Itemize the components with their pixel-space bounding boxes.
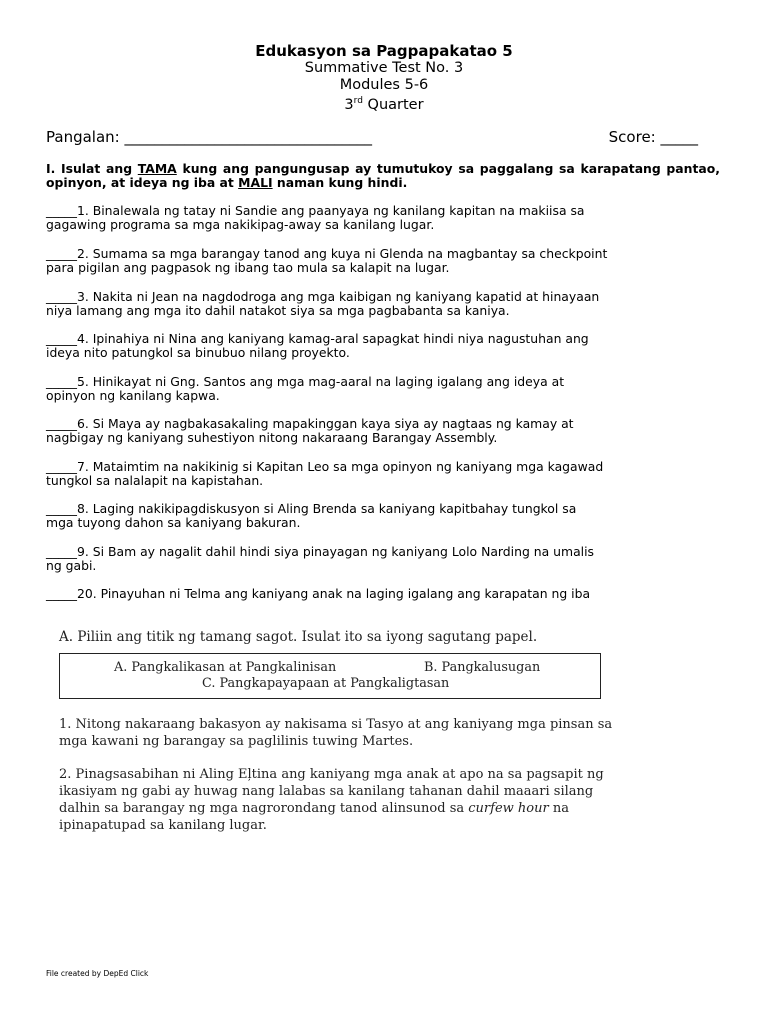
choice-a: A. Pangkalikasan at Pangkalinisan — [114, 660, 337, 675]
quarter-number: 3 — [344, 96, 354, 113]
list-item — [46, 545, 736, 573]
question-2 — [59, 766, 617, 834]
item-line-2: nagbigay ng kaniyang suhestiyon nitong nakaraang Barangay Assembly. — [46, 430, 498, 446]
subject-title: Edukasyon sa Pagpapakatao 5 — [255, 42, 513, 60]
item-line-2: tungkol sa nalalapit na kapistahan. — [46, 473, 264, 489]
tama-keyword: TAMA — [137, 161, 177, 176]
name-field[interactable]: Pangalan: _________________________________ — [46, 128, 372, 146]
list-item — [46, 460, 736, 488]
item-line-1: _____1. Binalewala ng tatay ni Sandie ang paanyaya ng kanilang kapitan na makiisa sa — [46, 203, 585, 218]
list-item — [46, 204, 736, 232]
item-line-1: _____6. Si Maya ay nagbakasakaling mapakinggan kaya siya ay nagtaas ng kamay at — [46, 416, 574, 431]
part-a-directions: A. Piliin ang titik ng tamang sagot. Isulat ito sa iyong sagutang papel. — [59, 629, 538, 645]
instr-text-b: kung ang pangungusap ay tumutukoy sa paggalang sa karapatang pantao, opinyon, at ideya ng iba at — [46, 161, 720, 190]
item-line-1: _____7. Mataimtim na nakikinig si Kapitan Leo sa mga opinyon ng kaniyang mga kagawad — [46, 459, 604, 474]
curfew-term: curfew hour — [468, 801, 549, 816]
q2-line-3 — [59, 800, 617, 817]
score-field[interactable]: Score: _____ — [608, 128, 698, 146]
item-line-1: _____4. Ipinahiya ni Nina ang kaniyang kamag-aral sapagkat hindi niya nagustuhan ang — [46, 331, 589, 346]
list-item — [46, 332, 736, 360]
item-line-2: ideya nito patungkol sa binubuo nilang proyekto. — [46, 345, 350, 361]
item-line-1: _____20. Pinayuhan ni Telma ang kaniyang anak na laging igalang ang karapatan ng iba — [46, 586, 591, 601]
item-line-2: niya lamang ang mga ito dahil natakot siya sa mga pagbabanta sa kaniya. — [46, 303, 510, 319]
item-line-2: mga tuyong dahon sa kaniyang bakuran. — [46, 515, 301, 531]
quarter-ordinal: rd — [353, 96, 363, 106]
item-line-1: _____8. Laging nakikipagdiskusyon si Aling Brenda sa kaniyang kapitbahay tungkol sa — [46, 501, 577, 516]
list-item — [46, 375, 736, 403]
test-number: Summative Test No. 3 — [304, 60, 464, 76]
item-line-2: ng gabi. — [46, 558, 97, 574]
q2-line-3-end: na — [548, 801, 569, 816]
q2-line-1: 2. Pinagsasabihan ni Aling Eļtina ang kaniyang mga anak at apo na sa pagsapit ng — [59, 767, 604, 782]
modules-line: Modules 5-6 — [339, 76, 429, 93]
item-line-2: gagawing programa sa mga nakikipag-away sa kanilang lugar. — [46, 217, 435, 233]
q1-line-1: 1. Nitong nakaraang bakasyon ay nakisama si Tasyo at ang kaniyang mga pinsan sa — [59, 717, 613, 732]
part1-instructions — [46, 162, 720, 190]
item-line-1: _____3. Nakita ni Jean na nagdodroga ang mga kaibigan ng kaniyang kapatid at hinayaan — [46, 289, 600, 304]
item-line-1: _____2. Sumama sa mga barangay tanod ang kuya ni Glenda na magbantay sa checkpoint — [46, 246, 608, 261]
list-item — [46, 417, 736, 445]
choices-box — [59, 653, 601, 699]
footer-credit: File created by DepEd Click — [46, 969, 149, 978]
list-item — [46, 247, 736, 275]
quarter-word: Quarter — [362, 96, 424, 113]
instr-text-c: naman kung hindi. — [272, 175, 408, 190]
list-item — [46, 502, 736, 530]
document-header — [0, 42, 768, 113]
q2-line-4: ipinapatupad sa kanilang lugar. — [59, 818, 267, 833]
instr-text-a: I. Isulat ang — [46, 161, 138, 176]
choice-c: C. Pangkapayapaan at Pangkaligtasan — [202, 676, 450, 691]
question-1 — [59, 716, 617, 750]
item-line-1: _____9. Si Bam ay nagalit dahil hindi siya pinayagan ng kaniyang Lolo Narding na umalis — [46, 544, 595, 559]
list-item — [46, 587, 736, 601]
q1-line-2: mga kawani ng barangay sa paglilinis tuwing Martes. — [59, 734, 414, 749]
list-item — [46, 290, 736, 318]
q2-line-3-text: dalhin sa barangay ng mga nagrorondang tanod alinsunod sa — [59, 801, 469, 816]
name-score-row — [46, 127, 698, 147]
choice-b: B. Pangkalusugan — [424, 660, 541, 675]
item-line-2: opinyon ng kanilang kapwa. — [46, 388, 220, 404]
part-a-section — [59, 628, 619, 833]
mali-keyword: MALI — [238, 175, 273, 190]
quarter-line — [0, 93, 768, 113]
item-line-2: para pigilan ang pagpasok ng ibang tao mula sa kalapit na lugar. — [46, 260, 450, 276]
q2-line-2: ikasiyam ng gabi ay huwag nang lalabas sa kanilang tahanan dahil maaari silang — [59, 784, 594, 799]
item-line-1: _____5. Hinikayat ni Gng. Santos ang mga mag-aaral na laging igalang ang ideya at — [46, 374, 565, 389]
